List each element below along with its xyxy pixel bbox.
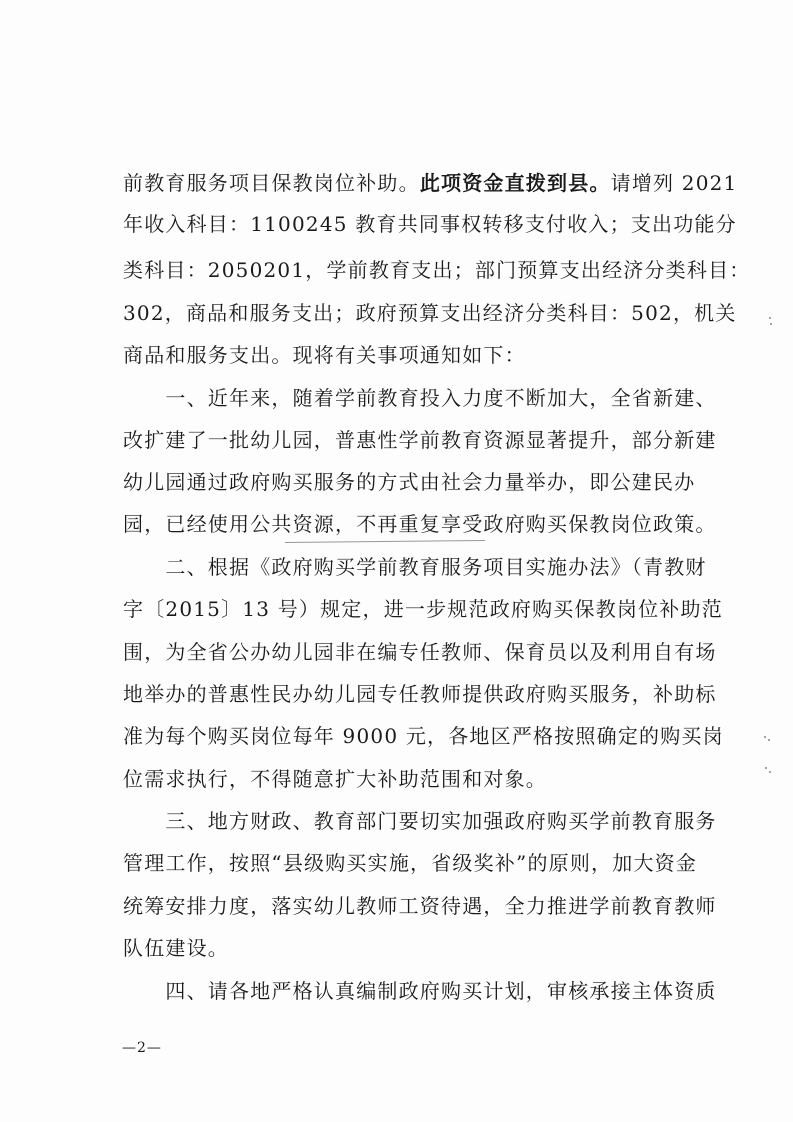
text-line <box>123 335 698 375</box>
text-line <box>123 163 738 203</box>
text-line <box>123 204 737 244</box>
text-line <box>123 843 698 883</box>
text-segment: 四、请各地严格认真编制政府购买计划，审核承接主体资质 <box>123 979 717 1003</box>
text-line <box>123 886 717 926</box>
text-segment: 园，已经使用公共资源，不再重复享受政府购买保教岗位政策。 <box>123 512 717 536</box>
text-segment: 一、近年来，随着学前教育投入力度不断加大，全省新建、 <box>123 386 717 410</box>
text-line <box>123 504 717 544</box>
text-segment: 改扩建了一批幼儿园，普惠性学前教育资源显著提升，部分新建 <box>123 428 717 452</box>
text-line <box>123 971 717 1011</box>
text-segment: 年收入科目：1100245 教育共同事权转移支付收入；支出功能分 <box>123 212 737 236</box>
text-segment: 二、根据《政府购买学前教育服务项目实施办法》（青教财 <box>123 555 707 579</box>
text-segment: 围，为全省公办幼儿园非在编专任教师、保育员以及利用自有场 <box>123 640 717 664</box>
text-segment: 请增列 2021 <box>610 171 738 195</box>
text-line <box>123 378 717 418</box>
text-segment: 前教育服务项目保教岗位补助。 <box>123 171 420 195</box>
text-segment: 幼儿园通过政府购买服务的方式由社会力量举办，即公建民办 <box>123 470 696 494</box>
text-line <box>123 293 737 333</box>
text-segment: 302，商品和服务支出；政府预算支出经济分类科目：502，机关 <box>123 301 737 325</box>
text-segment: 统筹安排力度，落实幼儿教师工资待遇，全力推进学前教育教师 <box>123 894 717 918</box>
text-line <box>123 462 698 502</box>
text-segment-bold: 此项资金直拨到县。 <box>419 171 611 195</box>
scan-speck <box>767 315 777 335</box>
page-number: —2— <box>122 1040 162 1056</box>
text-segment: 位需求执行，不得随意扩大补助范围和对象。 <box>123 767 547 791</box>
text-line <box>123 759 698 799</box>
scan-speck <box>763 735 773 755</box>
text-segment: 商品和服务支出。现将有关事项通知如下： <box>123 343 526 367</box>
text-line <box>123 420 717 460</box>
text-segment: 队伍建设。 <box>123 936 229 960</box>
text-segment: 准为每个购买岗位每年 9000 元，各地区严格按照确定的购买岗 <box>123 724 724 748</box>
text-line <box>123 801 717 841</box>
text-line <box>123 632 717 672</box>
text-segment: 字〔2015〕13 号）规定，进一步规范政府购买保教岗位补助范 <box>123 597 723 621</box>
text-line <box>123 674 717 714</box>
text-line <box>123 928 698 968</box>
text-segment: 管理工作，按照“县级购买实施，省级奖补”的原则，加大资金 <box>123 851 698 875</box>
text-segment: 三、地方财政、教育部门要切实加强政府购买学前教育服务 <box>123 809 717 833</box>
text-line <box>123 716 724 756</box>
text-line <box>123 589 723 629</box>
text-line <box>123 250 751 290</box>
text-segment: 类科目：2050201，学前教育支出；部门预算支出经济分类科目： <box>123 258 751 282</box>
text-segment: 地举办的普惠性民办幼儿园专任教师提供政府购买服务，补助标 <box>123 682 717 706</box>
text-line <box>123 547 707 587</box>
scan-speck <box>763 765 773 785</box>
